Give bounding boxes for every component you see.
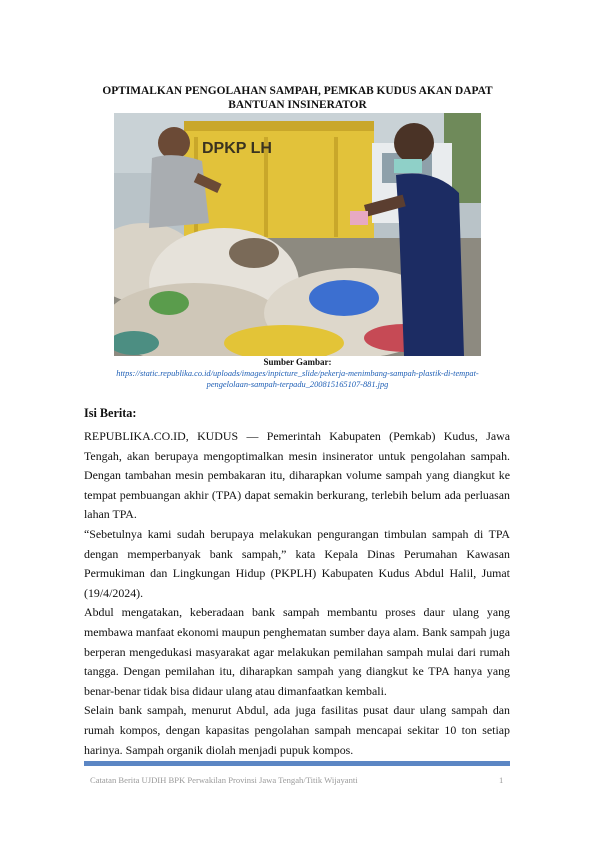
paragraph: “Sebetulnya kami sudah berupaya melakukan pengurangan timbulan sampah di TPA dengan memperbanyak bank sampah,” kata Kepala Dinas Perumahan Kawasan Permukiman dan Lingkungan Hidup (PKPLH) Kabupaten Kudus Abdul Halil, Jumat (19/4/2024).: [84, 526, 510, 600]
content-heading: Isi Berita:: [84, 406, 137, 420]
image-source-label: Sumber Gambar:: [263, 357, 332, 367]
page-number: 1: [499, 775, 504, 785]
footer-divider: [84, 761, 510, 766]
truck-label: DPKP LH: [202, 140, 272, 157]
footer-text: Catatan Berita UJDIH BPK Perwakilan Provinsi Jawa Tengah/Titik Wijayanti: [90, 775, 358, 785]
news-photo: [114, 113, 481, 356]
image-source-link[interactable]: https://static.republika.co.id/uploads/images/inpicture_slide/pekerja-menimbang-sampah-plastik-di-tempat-pengelolaan-sampah-terpadu_200815165107-881.jpg: [116, 369, 479, 389]
paragraph: Selain bank sampah, menurut Abdul, ada juga fasilitas pusat daur ulang sampah dan rumah kompos, dengan kapasitas pengolahan sampah mencapai sekitar 10 ton setiap harinya. Sampah organik diolah menjadi pupuk kompos.: [84, 703, 510, 757]
article-title: OPTIMALKAN PENGOLAHAN SAMPAH, PEMKAB KUDUS AKAN DAPAT BANTUAN INSINERATOR: [102, 85, 493, 111]
article-body: [84, 427, 510, 760]
paragraph: REPUBLIKA.CO.ID, KUDUS — Pemerintah Kabupaten (Pemkab) Kudus, Jawa Tengah, akan berupaya mengoptimalkan mesin insinerator untuk pengolahan sampah. Dengan tambahan mesin pembakaran itu, diharapkan volume sampah yang diangkut ke tempat pembuangan akhir (TPA) dapat semakin berkurang, terlebih belum ada perluasan lahan TPA.: [84, 429, 510, 522]
paragraph: Abdul mengatakan, keberadaan bank sampah membantu proses daur ulang yang membawa manfaat ekonomi maupun penghematan sumber daya alam. Bank sampah juga berperan mengedukasi masyarakat agar melakukan pemilahan sampah mulai dari rumah tangga. Dengan pemilahan itu, diharapkan sampah yang diangkut ke TPA hanya yang benar-benar tidak bisa didaur ulang atau dimanfaatkan kembali.: [84, 605, 510, 698]
